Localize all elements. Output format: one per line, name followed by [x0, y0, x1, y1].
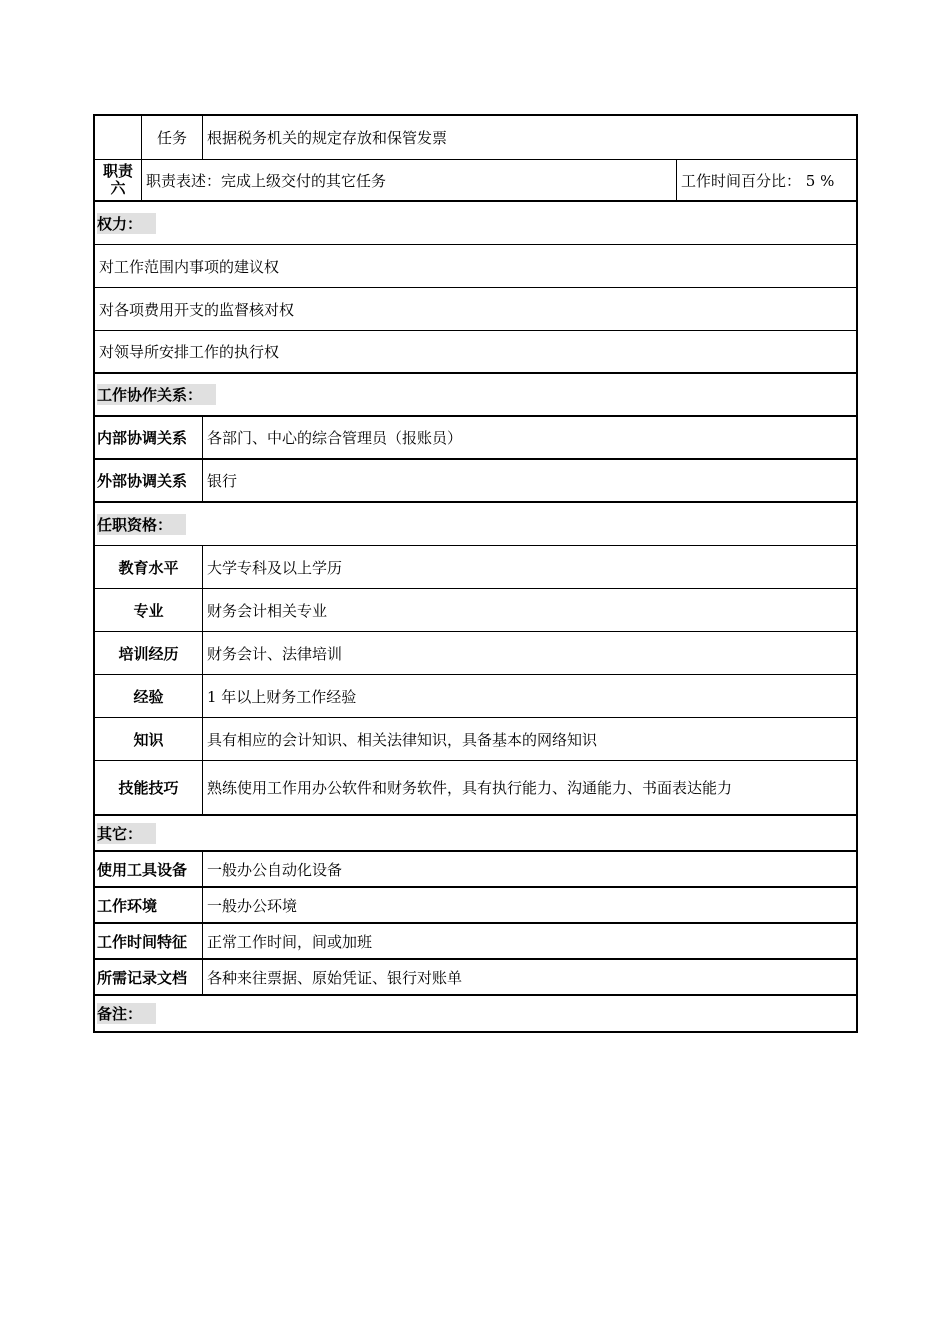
other-value: 一般办公环境: [207, 896, 298, 915]
qualification-header: 任职资格：: [97, 514, 186, 535]
other-label: 使用工具设备: [95, 852, 203, 886]
duty-title: [95, 160, 142, 200]
cooperation-label: 内部协调关系: [95, 417, 203, 458]
qualification-label: 技能技巧: [95, 761, 203, 814]
other-header: 其它：: [97, 823, 156, 844]
power-item: 对领导所安排工作的执行权: [99, 343, 280, 361]
qualification-row: [95, 589, 856, 632]
qualification-row: [95, 546, 856, 589]
duty-statement: 职责表述：完成上级交付的其它任务: [142, 160, 677, 200]
duty-title-line1: 职责: [102, 162, 133, 180]
remarks-section-header: [95, 996, 856, 1031]
other-section-header: [95, 816, 856, 852]
other-label: 工作环境: [95, 888, 203, 922]
cooperation-section-header: [95, 374, 856, 417]
power-row: [95, 331, 856, 374]
cooperation-value: 各部门、中心的综合管理员（报账员）: [207, 429, 463, 447]
duty-statement-row: [95, 160, 856, 202]
cooperation-label: 外部协调关系: [95, 460, 203, 501]
cooperation-row: [95, 417, 856, 460]
qualification-label: 知识: [95, 718, 203, 760]
qualification-label: 培训经历: [95, 632, 203, 674]
duty-title-spacer: [95, 116, 142, 159]
other-label: 所需记录文档: [95, 960, 203, 994]
other-value: 一般办公自动化设备: [207, 860, 343, 879]
other-label: 工作时间特征: [95, 924, 203, 958]
qualification-value: 大学专科及以上学历: [207, 558, 343, 577]
power-item: 对各项费用开支的监督核对权: [99, 300, 295, 319]
duty-task-row: [95, 116, 856, 160]
qualification-label: 经验: [95, 675, 203, 717]
duty-title-line2: 六: [110, 179, 126, 197]
power-item: 对工作范围内事项的建议权: [99, 257, 280, 276]
power-row: [95, 245, 856, 288]
qualification-section-header: [95, 503, 856, 546]
qualification-value: 具有相应的会计知识、相关法律知识，具备基本的网络知识: [207, 730, 598, 749]
other-row: [95, 924, 856, 960]
cooperation-value: 银行: [207, 472, 238, 490]
qualification-row: [95, 632, 856, 675]
qualification-value: 财务会计、法律培训: [207, 644, 343, 663]
task-text: 根据税务机关的规定存放和保管发票: [207, 129, 448, 147]
other-value: 各种来往票据、原始凭证、银行对账单: [207, 968, 463, 987]
qualification-label: 专业: [95, 589, 203, 631]
qualification-label: 教育水平: [95, 546, 203, 588]
other-row: [95, 888, 856, 924]
work-time-percentage: 工作时间百分比： 5 %: [681, 171, 835, 190]
other-value: 正常工作时间，间或加班: [207, 932, 373, 951]
cooperation-header: 工作协作关系：: [97, 384, 216, 405]
qualification-row: [95, 675, 856, 718]
qualification-value: 1 年以上财务工作经验: [207, 687, 357, 706]
power-row: [95, 288, 856, 331]
qualification-row: [95, 761, 856, 816]
qualification-value: 财务会计相关专业: [207, 601, 328, 620]
other-row: [95, 852, 856, 888]
remarks-header: 备注：: [97, 1003, 156, 1024]
power-header: 权力：: [97, 213, 156, 234]
other-row: [95, 960, 856, 996]
qualification-value: 熟练使用工作用办公软件和财务软件，具有执行能力、沟通能力、书面表达能力: [207, 779, 733, 797]
power-section-header: [95, 202, 856, 245]
cooperation-row: [95, 460, 856, 503]
task-label: 任务: [142, 116, 203, 159]
job-description-table: [93, 114, 858, 1033]
qualification-row: [95, 718, 856, 761]
